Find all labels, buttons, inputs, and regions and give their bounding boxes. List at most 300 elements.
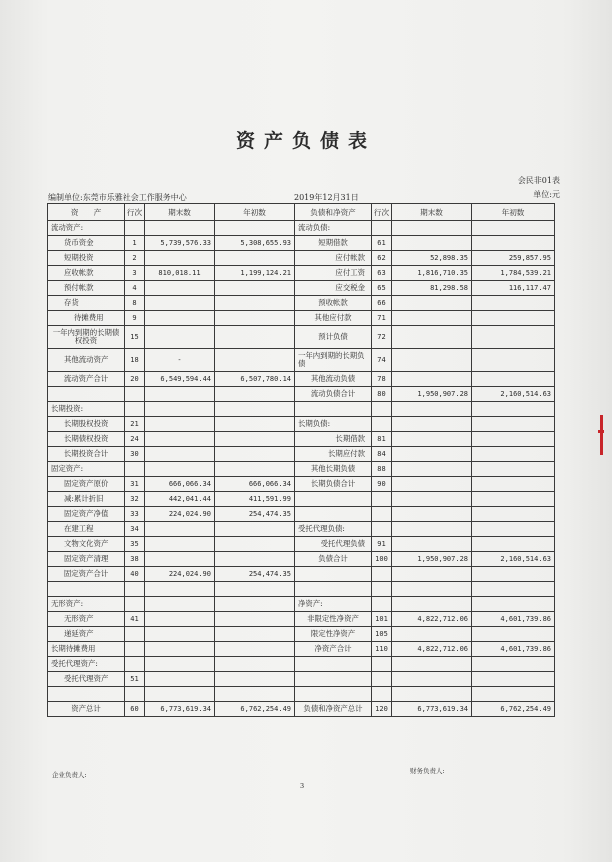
cell-liab-begin — [472, 687, 555, 702]
table-row — [48, 432, 555, 447]
cell-liab-item: 预收帐款 — [295, 296, 372, 311]
cell-asset-line: 9 — [125, 311, 145, 326]
table-row — [48, 552, 555, 567]
cell-liab-end: 1,950,907.28 — [392, 387, 472, 402]
cell-liab-begin: 1,784,539.21 — [472, 266, 555, 281]
cell-liab-item: 受托代理负债 — [295, 537, 372, 552]
cell-liab-line: 110 — [372, 642, 392, 657]
table-row — [48, 251, 555, 266]
cell-asset-line: 1 — [125, 236, 145, 251]
cell-asset-begin — [215, 402, 295, 417]
cell-liab-begin — [472, 432, 555, 447]
cell-liab-item: 长期负债合计 — [295, 477, 372, 492]
cell-asset-item — [48, 387, 125, 402]
cell-asset-end — [145, 326, 215, 349]
cell-liab-item: 受托代理负债: — [295, 522, 372, 537]
cell-asset-begin — [215, 687, 295, 702]
cell-asset-item: 资产总计 — [48, 702, 125, 717]
cell-asset-end: 5,739,576.33 — [145, 236, 215, 251]
cell-asset-end — [145, 537, 215, 552]
cell-liab-item: 长期应付款 — [295, 447, 372, 462]
cell-liab-begin: 116,117.47 — [472, 281, 555, 296]
cell-asset-end — [145, 296, 215, 311]
cell-liab-end — [392, 402, 472, 417]
balance-sheet-table — [47, 203, 555, 717]
cell-liab-item — [295, 507, 372, 522]
cell-asset-item: 长期债权投资 — [48, 432, 125, 447]
table-row — [48, 402, 555, 417]
cell-liab-end — [392, 477, 472, 492]
table-row — [48, 537, 555, 552]
cell-liab-end: 6,773,619.34 — [392, 702, 472, 717]
cell-liab-line: 105 — [372, 627, 392, 642]
cell-asset-begin — [215, 447, 295, 462]
cell-asset-line: 8 — [125, 296, 145, 311]
cell-asset-end — [145, 612, 215, 627]
cell-liab-begin — [472, 349, 555, 372]
cell-asset-item: 长期股权投资 — [48, 417, 125, 432]
cell-asset-begin: 411,591.99 — [215, 492, 295, 507]
cell-asset-end: 442,041.44 — [145, 492, 215, 507]
red-ink-mark — [600, 415, 603, 455]
cell-asset-item: 固定资产清理 — [48, 552, 125, 567]
cell-liab-begin — [472, 597, 555, 612]
cell-asset-end — [145, 311, 215, 326]
table-row — [48, 642, 555, 657]
cell-liab-begin: 259,857.95 — [472, 251, 555, 266]
cell-liab-line: 71 — [372, 311, 392, 326]
cell-liab-begin — [472, 462, 555, 477]
cell-asset-item: 固定资产合计 — [48, 567, 125, 582]
cell-asset-line — [125, 402, 145, 417]
cell-liab-line — [372, 582, 392, 597]
table-row — [48, 236, 555, 251]
reporting-organization: 编制单位:东莞市乐雅社会工作服务中心 — [48, 193, 187, 202]
cell-asset-end — [145, 582, 215, 597]
cell-liab-item — [295, 582, 372, 597]
table-row — [48, 296, 555, 311]
cell-asset-item: 固定资产净值 — [48, 507, 125, 522]
cell-asset-begin — [215, 311, 295, 326]
cell-liab-end: 1,816,710.35 — [392, 266, 472, 281]
cell-liab-line: 78 — [372, 372, 392, 387]
cell-liab-begin — [472, 372, 555, 387]
cell-asset-begin — [215, 281, 295, 296]
header-period-end-2: 期末数 — [392, 204, 472, 221]
cell-asset-line: 34 — [125, 522, 145, 537]
cell-liab-line: 88 — [372, 462, 392, 477]
cell-asset-item: 短期投资 — [48, 251, 125, 266]
cell-asset-end — [145, 402, 215, 417]
cell-liab-line — [372, 221, 392, 236]
cell-liab-begin — [472, 417, 555, 432]
cell-asset-begin — [215, 326, 295, 349]
cell-liab-line — [372, 687, 392, 702]
cell-liab-item — [295, 567, 372, 582]
cell-liab-end — [392, 447, 472, 462]
cell-liab-item — [295, 402, 372, 417]
cell-liab-end — [392, 432, 472, 447]
cell-liab-item: 负债合计 — [295, 552, 372, 567]
cell-asset-item: 无形资产 — [48, 612, 125, 627]
cell-liab-end — [392, 537, 472, 552]
cell-liab-end — [392, 567, 472, 582]
cell-liab-line: 74 — [372, 349, 392, 372]
cell-liab-line — [372, 597, 392, 612]
cell-asset-item: 流动资产合计 — [48, 372, 125, 387]
cell-liab-end: 4,822,712.06 — [392, 612, 472, 627]
cell-liab-line — [372, 402, 392, 417]
cell-asset-item: 在建工程 — [48, 522, 125, 537]
table-row — [48, 266, 555, 281]
report-date: 2019年12月31日 — [294, 193, 359, 202]
cell-liab-begin — [472, 567, 555, 582]
document-title: 资产负债表 — [235, 130, 376, 152]
cell-asset-end — [145, 627, 215, 642]
cell-liab-line: 91 — [372, 537, 392, 552]
cell-liab-end — [392, 522, 472, 537]
cell-liab-end — [392, 326, 472, 349]
cell-asset-line: 32 — [125, 492, 145, 507]
cell-asset-begin — [215, 417, 295, 432]
cell-asset-begin: 5,308,655.93 — [215, 236, 295, 251]
cell-asset-line — [125, 221, 145, 236]
cell-liab-line: 81 — [372, 432, 392, 447]
cell-asset-begin: 254,474.35 — [215, 507, 295, 522]
cell-liab-begin — [472, 672, 555, 687]
cell-asset-line — [125, 462, 145, 477]
cell-asset-begin — [215, 657, 295, 672]
cell-asset-line: 40 — [125, 567, 145, 582]
table-row — [48, 311, 555, 326]
cell-asset-item: 一年内到期的长期债权投资 — [48, 326, 125, 349]
currency-unit: 单位:元 — [533, 190, 560, 199]
cell-liab-line: 62 — [372, 251, 392, 266]
table-row — [48, 372, 555, 387]
table-row — [48, 221, 555, 236]
cell-liab-item: 长期负债: — [295, 417, 372, 432]
header-period-end: 期末数 — [145, 204, 215, 221]
cell-asset-end: 810,018.11 — [145, 266, 215, 281]
cell-asset-line — [125, 582, 145, 597]
cell-liab-end — [392, 372, 472, 387]
cell-asset-line: 51 — [125, 672, 145, 687]
cell-liab-line — [372, 492, 392, 507]
cell-liab-begin — [472, 236, 555, 251]
table-row — [48, 492, 555, 507]
cell-asset-end: - — [145, 349, 215, 372]
cell-asset-end — [145, 642, 215, 657]
cell-liab-item — [295, 672, 372, 687]
cell-liab-begin — [472, 657, 555, 672]
cell-asset-item — [48, 687, 125, 702]
cell-asset-item: 无形资产: — [48, 597, 125, 612]
cell-liab-end — [392, 507, 472, 522]
table-header-row — [48, 204, 555, 221]
cell-asset-line: 4 — [125, 281, 145, 296]
cell-asset-end — [145, 522, 215, 537]
header-year-begin-2: 年初数 — [472, 204, 555, 221]
cell-asset-begin — [215, 672, 295, 687]
cell-asset-line: 41 — [125, 612, 145, 627]
cell-asset-begin — [215, 597, 295, 612]
cell-liab-end — [392, 672, 472, 687]
cell-liab-begin — [472, 507, 555, 522]
cell-asset-end — [145, 417, 215, 432]
cell-liab-begin — [472, 537, 555, 552]
cell-liab-item: 其他流动负债 — [295, 372, 372, 387]
cell-asset-end — [145, 462, 215, 477]
cell-asset-begin — [215, 552, 295, 567]
cell-liab-end — [392, 462, 472, 477]
cell-liab-item: 预计负债 — [295, 326, 372, 349]
cell-liab-begin — [472, 627, 555, 642]
cell-liab-item: 非限定性净资产 — [295, 612, 372, 627]
cell-liab-begin: 4,601,739.86 — [472, 642, 555, 657]
table-row — [48, 657, 555, 672]
cell-liab-end — [392, 349, 472, 372]
cell-asset-end — [145, 221, 215, 236]
cell-liab-begin — [472, 326, 555, 349]
table-row — [48, 507, 555, 522]
cell-asset-item: 待摊费用 — [48, 311, 125, 326]
table-row — [48, 567, 555, 582]
cell-asset-end — [145, 447, 215, 462]
cell-asset-end: 224,024.90 — [145, 507, 215, 522]
cell-asset-begin — [215, 462, 295, 477]
cell-liab-item: 净资产合计 — [295, 642, 372, 657]
header-line-no: 行次 — [125, 204, 145, 221]
cell-liab-line — [372, 567, 392, 582]
cell-liab-line: 65 — [372, 281, 392, 296]
cell-asset-end — [145, 552, 215, 567]
cell-liab-item: 净资产: — [295, 597, 372, 612]
cell-asset-line: 60 — [125, 702, 145, 717]
cell-asset-line: 35 — [125, 537, 145, 552]
cell-liab-line: 120 — [372, 702, 392, 717]
cell-asset-begin — [215, 627, 295, 642]
cell-asset-begin: 6,762,254.49 — [215, 702, 295, 717]
cell-liab-line: 80 — [372, 387, 392, 402]
cell-liab-begin: 4,601,739.86 — [472, 612, 555, 627]
cell-liab-line: 90 — [372, 477, 392, 492]
table-row — [48, 597, 555, 612]
cell-asset-item: 长期投资: — [48, 402, 125, 417]
table-row — [48, 522, 555, 537]
header-assets: 资 产 — [48, 204, 125, 221]
cell-asset-line — [125, 627, 145, 642]
cell-liab-line — [372, 672, 392, 687]
cell-asset-end — [145, 251, 215, 266]
cell-asset-end — [145, 672, 215, 687]
cell-liab-end — [392, 492, 472, 507]
cell-asset-line — [125, 597, 145, 612]
cell-asset-item: 存货 — [48, 296, 125, 311]
header-line-no-2: 行次 — [372, 204, 392, 221]
cell-liab-begin — [472, 582, 555, 597]
cell-asset-end — [145, 597, 215, 612]
cell-liab-begin — [472, 522, 555, 537]
cell-asset-end — [145, 387, 215, 402]
cell-liab-begin — [472, 447, 555, 462]
cell-asset-item: 长期待摊费用 — [48, 642, 125, 657]
cell-asset-item: 受托代理资产 — [48, 672, 125, 687]
cell-liab-item: 长期借款 — [295, 432, 372, 447]
cell-liab-item — [295, 687, 372, 702]
cell-liab-item: 短期借款 — [295, 236, 372, 251]
table-row — [48, 477, 555, 492]
cell-liab-item: 其他长期负债 — [295, 462, 372, 477]
form-number: 会民非01表 — [517, 176, 560, 185]
cell-asset-line: 21 — [125, 417, 145, 432]
cell-asset-begin — [215, 387, 295, 402]
cell-asset-line — [125, 642, 145, 657]
cell-asset-item: 受托代理资产: — [48, 657, 125, 672]
cell-liab-end — [392, 582, 472, 597]
cell-asset-end — [145, 432, 215, 447]
cell-asset-line — [125, 657, 145, 672]
cell-liab-begin — [472, 402, 555, 417]
page-number: 3 — [300, 782, 305, 790]
cell-asset-item: 流动资产: — [48, 221, 125, 236]
cell-liab-line — [372, 417, 392, 432]
cell-asset-line: 18 — [125, 349, 145, 372]
cell-asset-begin: 6,507,780.14 — [215, 372, 295, 387]
table-row — [48, 349, 555, 372]
table-row — [48, 326, 555, 349]
finance-head-signature: 财务负责人: — [410, 767, 445, 775]
cell-asset-item: 文物文化资产 — [48, 537, 125, 552]
cell-liab-item: 流动负债: — [295, 221, 372, 236]
cell-liab-begin — [472, 221, 555, 236]
cell-liab-end — [392, 296, 472, 311]
table-row — [48, 627, 555, 642]
cell-asset-begin: 1,199,124.21 — [215, 266, 295, 281]
table-row — [48, 417, 555, 432]
cell-asset-begin — [215, 432, 295, 447]
cell-liab-begin — [472, 477, 555, 492]
cell-liab-end — [392, 597, 472, 612]
cell-asset-line — [125, 387, 145, 402]
enterprise-head-signature: 企业负责人: — [52, 771, 87, 779]
cell-asset-line: 24 — [125, 432, 145, 447]
header-year-begin: 年初数 — [215, 204, 295, 221]
cell-asset-line — [125, 687, 145, 702]
cell-liab-item: 流动负债合计 — [295, 387, 372, 402]
cell-liab-end — [392, 627, 472, 642]
cell-liab-end — [392, 657, 472, 672]
cell-asset-end — [145, 657, 215, 672]
table-row — [48, 687, 555, 702]
cell-liab-end — [392, 311, 472, 326]
cell-asset-item: 长期投资合计 — [48, 447, 125, 462]
cell-asset-begin — [215, 349, 295, 372]
red-ink-mark-2 — [598, 430, 604, 433]
cell-asset-begin — [215, 522, 295, 537]
cell-asset-begin: 254,474.35 — [215, 567, 295, 582]
table-row — [48, 612, 555, 627]
cell-asset-line: 38 — [125, 552, 145, 567]
cell-liab-begin: 2,160,514.63 — [472, 552, 555, 567]
cell-liab-item: 应付帐款 — [295, 251, 372, 266]
cell-liab-item — [295, 657, 372, 672]
cell-liab-begin — [472, 492, 555, 507]
cell-liab-line: 101 — [372, 612, 392, 627]
cell-asset-line: 15 — [125, 326, 145, 349]
cell-asset-end: 224,024.90 — [145, 567, 215, 582]
cell-asset-end: 666,066.34 — [145, 477, 215, 492]
cell-asset-item: 固定资产: — [48, 462, 125, 477]
cell-asset-item: 其他流动资产 — [48, 349, 125, 372]
cell-liab-line — [372, 507, 392, 522]
cell-asset-end — [145, 281, 215, 296]
cell-asset-begin — [215, 537, 295, 552]
cell-liab-end — [392, 221, 472, 236]
cell-liab-item: 应交税金 — [295, 281, 372, 296]
cell-liab-line: 100 — [372, 552, 392, 567]
table-row — [48, 672, 555, 687]
cell-liab-end — [392, 417, 472, 432]
cell-asset-item: 固定资产原价 — [48, 477, 125, 492]
cell-liab-begin — [472, 311, 555, 326]
table-row — [48, 281, 555, 296]
cell-asset-end: 6,549,594.44 — [145, 372, 215, 387]
cell-liab-line — [372, 657, 392, 672]
cell-asset-begin — [215, 296, 295, 311]
cell-asset-line: 30 — [125, 447, 145, 462]
cell-liab-item: 其他应付款 — [295, 311, 372, 326]
cell-asset-begin — [215, 612, 295, 627]
cell-asset-begin — [215, 221, 295, 236]
cell-asset-line: 20 — [125, 372, 145, 387]
cell-asset-begin: 666,066.34 — [215, 477, 295, 492]
cell-liab-line: 63 — [372, 266, 392, 281]
cell-asset-begin — [215, 582, 295, 597]
cell-liab-end — [392, 236, 472, 251]
cell-liab-line: 84 — [372, 447, 392, 462]
cell-asset-end — [145, 687, 215, 702]
cell-asset-item: 预付帐款 — [48, 281, 125, 296]
cell-asset-item: 货币资金 — [48, 236, 125, 251]
cell-asset-begin — [215, 642, 295, 657]
table-row — [48, 582, 555, 597]
cell-asset-item: 应收帐款 — [48, 266, 125, 281]
cell-liab-line: 61 — [372, 236, 392, 251]
cell-liab-end: 4,822,712.06 — [392, 642, 472, 657]
cell-liab-item: 一年内到期的长期负债 — [295, 349, 372, 372]
cell-asset-item: 减:累计折旧 — [48, 492, 125, 507]
cell-asset-line: 33 — [125, 507, 145, 522]
cell-liab-end: 52,898.35 — [392, 251, 472, 266]
cell-liab-item: 负债和净资产总计 — [295, 702, 372, 717]
cell-liab-begin: 2,160,514.63 — [472, 387, 555, 402]
cell-asset-line: 31 — [125, 477, 145, 492]
table-row — [48, 447, 555, 462]
cell-liab-line — [372, 522, 392, 537]
cell-liab-end: 1,950,907.28 — [392, 552, 472, 567]
cell-liab-line: 66 — [372, 296, 392, 311]
cell-liab-line: 72 — [372, 326, 392, 349]
cell-asset-end: 6,773,619.34 — [145, 702, 215, 717]
cell-asset-line: 2 — [125, 251, 145, 266]
cell-liab-begin: 6,762,254.49 — [472, 702, 555, 717]
cell-asset-line: 3 — [125, 266, 145, 281]
cell-liab-item: 限定性净资产 — [295, 627, 372, 642]
cell-asset-item: 递延资产 — [48, 627, 125, 642]
table-row — [48, 702, 555, 717]
table-row — [48, 462, 555, 477]
table-row — [48, 387, 555, 402]
